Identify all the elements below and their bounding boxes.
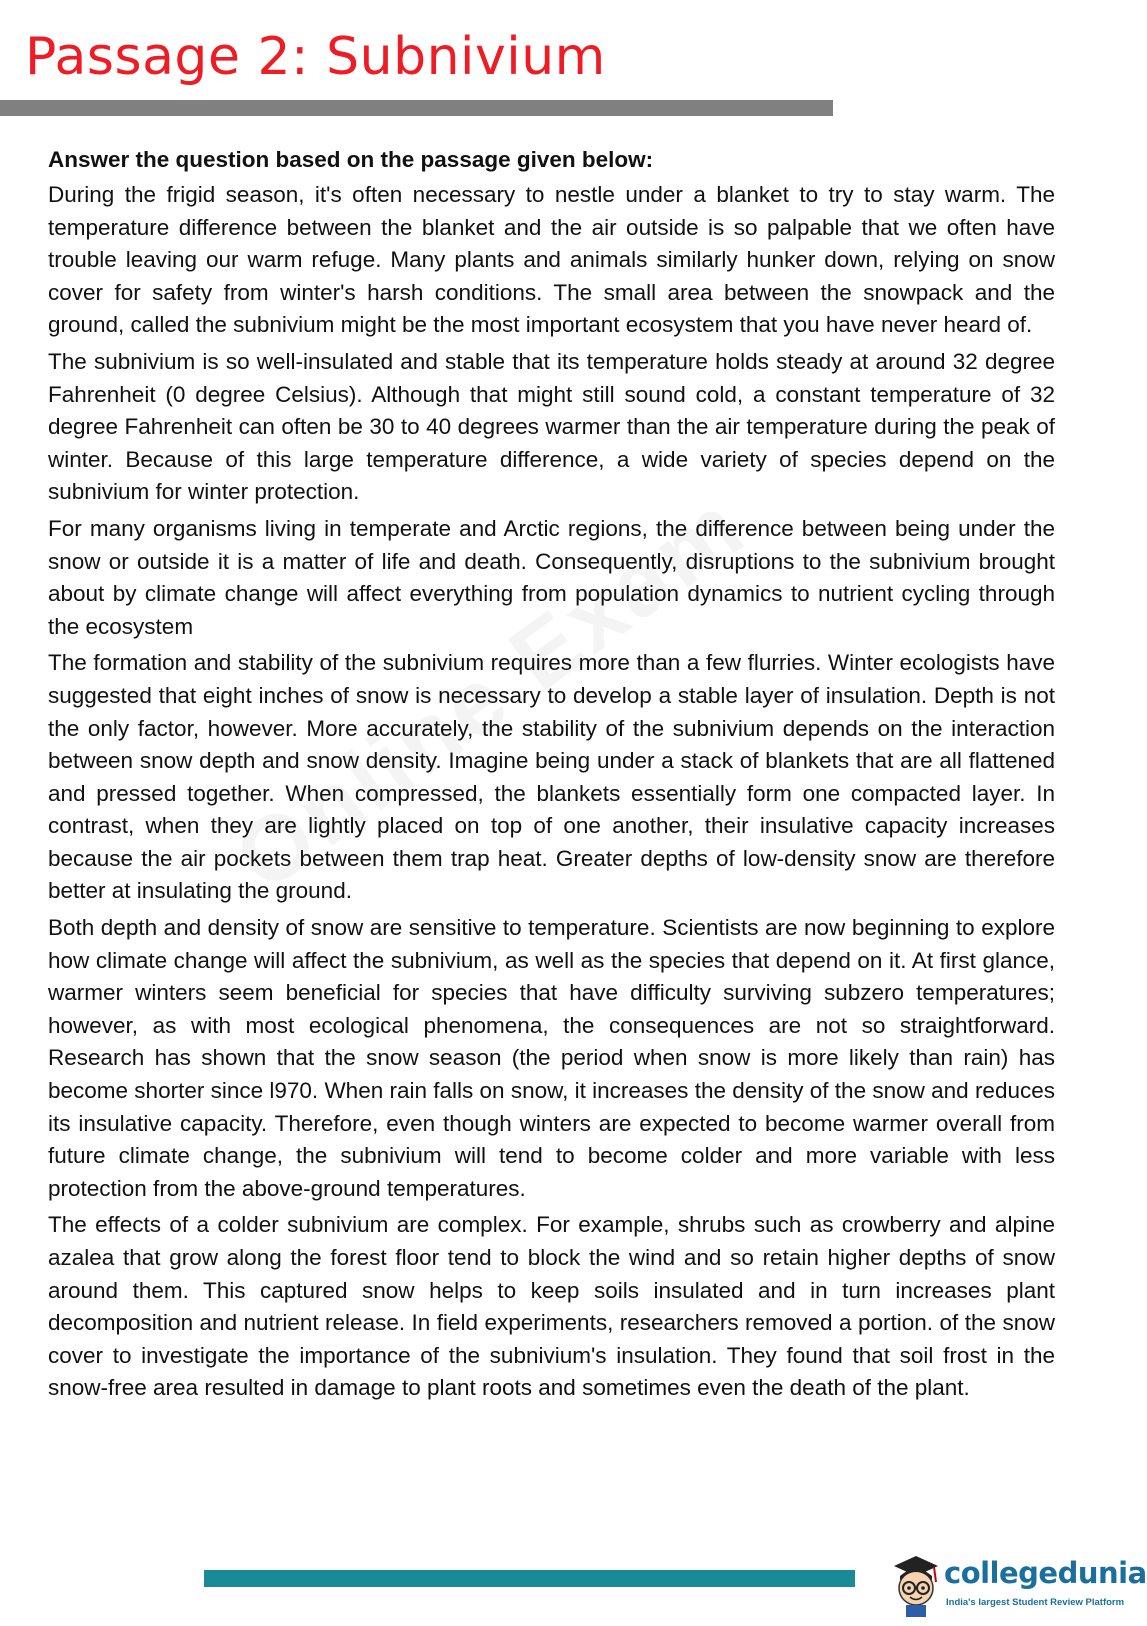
passage-paragraph-1: During the frigid season, it's often necessary to nestle under a blanket to try to stay warm. The temperature difference between the blanket and the air outside is so palpable that we often have trouble leaving our warm refuge. Many plants and animals similarly hunker down, relying on snow cover for safety from winter's harsh conditions. The small area between the snowpack and the ground, called the subnivium might be the most important ecosystem that you have never heard of.: [48, 182, 1055, 338]
passage-paragraph-6: The effects of a colder subnivium are complex. For example, shrubs such as crowberry and alpine azalea that grow along the forest floor tend to block the wind and so retain higher depths of snow around them. This captured snow helps to keep soils insulated and in turn increases plant decomposition and nutrient release. In field experiments, researchers removed a portion. of the snow cover to investigate the importance of the subnivium's insulation. They found that soil frost in the snow-free area resulted in damage to plant roots and sometimes even the death of the plant.: [48, 1212, 1055, 1401]
page-title: Passage 2: Subnivium: [25, 27, 606, 87]
instruction-heading: Answer the question based on the passage given below:: [48, 147, 654, 172]
title-underline-bar: [0, 100, 833, 116]
logo-wordmark: collegedunia: [944, 1556, 1147, 1590]
passage-paragraph-3: For many organisms living in temperate and Arctic regions, the difference between being under the snow or outside it is a matter of life and death. Consequently, disruptions to the subnivium brought about by climate change will affect everything from population dynamics to nutrient cycling through the ecosystem: [48, 515, 1055, 639]
passage-body: [48, 145, 1055, 1409]
footer-bar: [204, 1570, 855, 1587]
passage-paragraph-5: Both depth and density of snow are sensitive to temperature. Scientists are now beginning to explore how climate change will affect the subnivium, as well as the species that depend on it. At first glance, warmer winters seem beneficial for species that have difficulty surviving subzero temperatures; however, as with most ecological phenomena, the consequences are not so straightforward. Research has shown that the snow season (the period when snow is more likely than rain) has become shorter since l970. When rain falls on snow, it increases the density of the snow and reduces its insulative capacity. Therefore, even though winters are expected to become warmer overall from future climate change, the subnivium will tend to become colder and more variable with less protection from the above-ground temperatures.: [48, 915, 1055, 1201]
passage-paragraph-2: The subnivium is so well-insulated and stable that its temperature holds steady at around 32 degree Fahrenheit (0 degree Celsius). Although that might still sound cold, a constant temperature of 32 degree Fahrenheit can often be 30 to 40 degrees warmer than the air temperature during the peak of winter. Because of this large temperature difference, a wide variety of species depend on the subnivium for winter protection.: [48, 348, 1055, 505]
mascot-icon: [888, 1550, 944, 1620]
logo-tagline: India's largest Student Review Platform: [946, 1597, 1125, 1608]
passage-paragraph-4: The formation and stability of the subnivium requires more than a few flurries. Winter ecologists have suggested that eight inches of snow is necessary to develop a stable layer of insulation. Depth is not the only factor, however. More accurately, the stability of the subnivium depends on the interaction between snow depth and snow density. Imagine being under a stack of blankets that are all flattened and pressed together. When compressed, the blankets essentially form one compacted layer. In contrast, when they are lightly placed on top of one another, their insulative capacity increases because the air pockets between them trap heat. Greater depths of low-density snow are therefore better at insulating the ground.: [48, 650, 1055, 904]
collegedunia-logo: [888, 1550, 1147, 1620]
